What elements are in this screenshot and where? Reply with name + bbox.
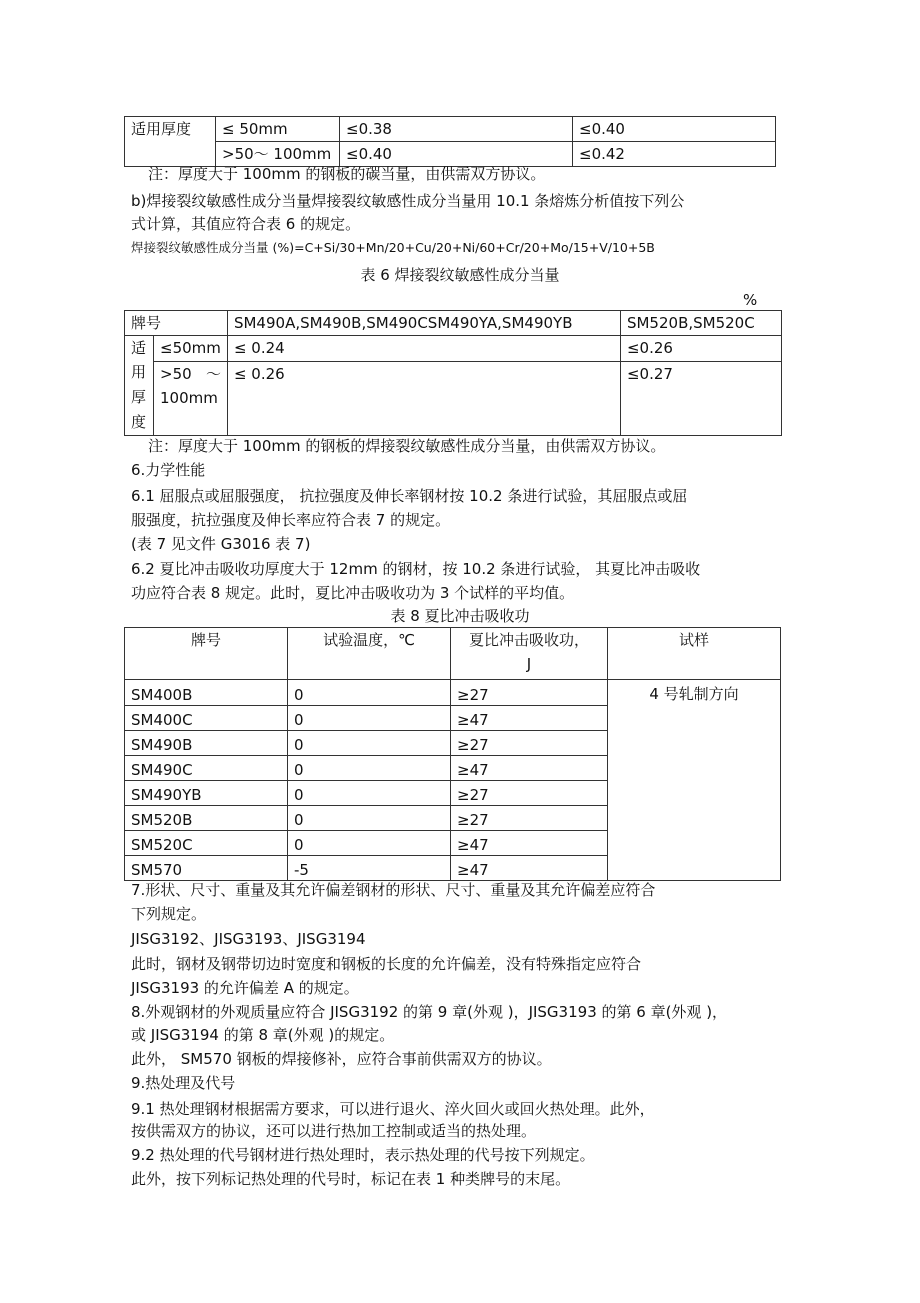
cell-energy: ≥47	[451, 856, 608, 881]
cell-value: ≤0.42	[573, 142, 776, 167]
cell-value: ≤0.27	[620, 362, 781, 436]
para-b-line2: 式计算，其值应符合表 6 的规定。	[131, 215, 361, 233]
cell-value: ≤0.38	[340, 117, 573, 142]
table8-title: 表 8 夏比冲击吸收功	[390, 607, 530, 625]
cell-value: ≤ 0.26	[227, 362, 620, 436]
cell-energy: ≥47	[451, 831, 608, 856]
note-table5: 注：厚度大于 100mm 的钢板的碳当量，由供需双方协议。	[148, 165, 546, 183]
charpy-impact-table	[124, 627, 781, 881]
section-7-standards: JISG3192、JISG3193、JISG3194	[131, 930, 366, 948]
cell-temp: 0	[288, 731, 451, 756]
cell-energy: ≥27	[451, 806, 608, 831]
section-7-line2: 下列规定。	[131, 905, 207, 923]
para-6-1-line2: 服强度，抗拉强度及伸长率应符合表 7 的规定。	[131, 511, 451, 529]
note-table6: 注：厚度大于 100mm 的钢板的焊接裂纹敏感性成分当量，由供需双方协议。	[148, 437, 666, 455]
table8-body	[125, 680, 781, 881]
cell-grade: SM490B	[125, 731, 288, 756]
section-7-line4: 此时，钢材及钢带切边时宽度和钢板的长度的允许偏差，没有特殊指定应符合	[131, 955, 642, 973]
section-9-heading: 9.热处理及代号	[131, 1074, 236, 1092]
cell-thickness: >50～ 100mm	[216, 142, 340, 167]
cell-value: ≤ 0.24	[227, 336, 620, 362]
cell-energy: ≥27	[451, 781, 608, 806]
header-grade: 牌号	[125, 311, 228, 336]
carbon-equivalent-table	[124, 116, 776, 167]
section-9-2-line2: 此外，按下列标记热处理的代号时，标记在表 1 种类牌号的末尾。	[131, 1170, 571, 1188]
table6-title: 表 6 焊接裂纹敏感性成分当量	[360, 266, 560, 284]
cell-thickness: >50 ～ 100mm	[154, 362, 228, 436]
section-9-1-line2: 按供需双方的协议，还可以进行热加工控制或适当的热处理。	[131, 1122, 537, 1140]
section-7-line1: 7.形状、尺寸、重量及其允许偏差钢材的形状、尺寸、重量及其允许偏差应符合	[131, 881, 656, 899]
row-label-vertical: 适 用 厚 度	[125, 336, 154, 436]
cell-grade: SM490YB	[125, 781, 288, 806]
cell-energy: ≥27	[451, 680, 608, 706]
cell-energy: ≥47	[451, 706, 608, 731]
cell-grade: SM570	[125, 856, 288, 881]
crack-sensitivity-table	[124, 310, 782, 436]
header-col2: SM520B,SM520C	[620, 311, 781, 336]
cell-grade: SM400B	[125, 680, 288, 706]
table-row	[125, 680, 781, 706]
para-6-2-line2: 功应符合表 8 规定。此时，夏比冲击吸收功为 3 个试样的平均值。	[131, 584, 575, 602]
cell-temp: 0	[288, 706, 451, 731]
cell-thickness: ≤ 50mm	[216, 117, 340, 142]
cell-temp: -5	[288, 856, 451, 881]
section-6-heading: 6.力学性能	[131, 461, 206, 479]
cell-value: ≤0.40	[340, 142, 573, 167]
section-9-2-line1: 9.2 热处理的代号钢材进行热处理时，表示热处理的代号按下列规定。	[131, 1146, 595, 1164]
para-b-line1: b)焊接裂纹敏感性成分当量焊接裂纹敏感性成分当量用 10.1 条熔炼分析值按下列公	[131, 192, 685, 210]
cell-energy: ≥47	[451, 756, 608, 781]
cell-specimen: 4 号轧制方向	[608, 680, 781, 881]
cell-temp: 0	[288, 831, 451, 856]
cell-grade: SM400C	[125, 706, 288, 731]
section-8-line2: 或 JISG3194 的第 8 章(外观 )的规定。	[131, 1026, 395, 1044]
cell-grade: SM520B	[125, 806, 288, 831]
cell-temp: 0	[288, 806, 451, 831]
header-energy: 夏比冲击吸收功， J	[451, 628, 608, 680]
header-specimen: 试样	[608, 628, 781, 680]
cell-value: ≤0.40	[573, 117, 776, 142]
section-9-1-line1: 9.1 热处理钢材根据需方要求，可以进行退火、淬火回火或回火热处理。此外，	[131, 1100, 655, 1118]
cell-temp: 0	[288, 781, 451, 806]
para-6-1-line3: (表 7 见文件 G3016 表 7)	[131, 535, 311, 553]
cell-grade: SM520C	[125, 831, 288, 856]
cell-energy: ≥27	[451, 731, 608, 756]
formula: 焊接裂纹敏感性成分当量 (%)=C+Si/30+Mn/20+Cu/20+Ni/60+Cr/20+Mo/15+V/10+5B	[131, 240, 655, 255]
cell-value: ≤0.26	[620, 336, 781, 362]
section-8-line1: 8.外观钢材的外观质量应符合 JISG3192 的第 9 章(外观 )，JISG3193 的第 6 章(外观 )，	[131, 1003, 728, 1021]
table6-unit: %	[743, 291, 758, 309]
cell-thickness: ≤50mm	[154, 336, 228, 362]
row-label-thickness: 适用厚度	[125, 117, 216, 167]
para-6-2-line1: 6.2 夏比冲击吸收功厚度大于 12mm 的钢材，按 10.2 条进行试验， 其夏比冲击吸收	[131, 560, 701, 578]
cell-temp: 0	[288, 680, 451, 706]
section-7-line5: JISG3193 的允许偏差 A 的规定。	[131, 979, 359, 997]
header-col1: SM490A,SM490B,SM490CSM490YA,SM490YB	[227, 311, 620, 336]
header-grade: 牌号	[125, 628, 288, 680]
para-6-1-line1: 6.1 屈服点或屈服强度， 抗拉强度及伸长率钢材按 10.2 条进行试验，其屈服点或屈	[131, 487, 688, 505]
section-8-line3: 此外， SM570 钢板的焊接修补，应符合事前供需双方的协议。	[131, 1050, 552, 1068]
cell-temp: 0	[288, 756, 451, 781]
header-temp: 试验温度，℃	[288, 628, 451, 680]
cell-grade: SM490C	[125, 756, 288, 781]
